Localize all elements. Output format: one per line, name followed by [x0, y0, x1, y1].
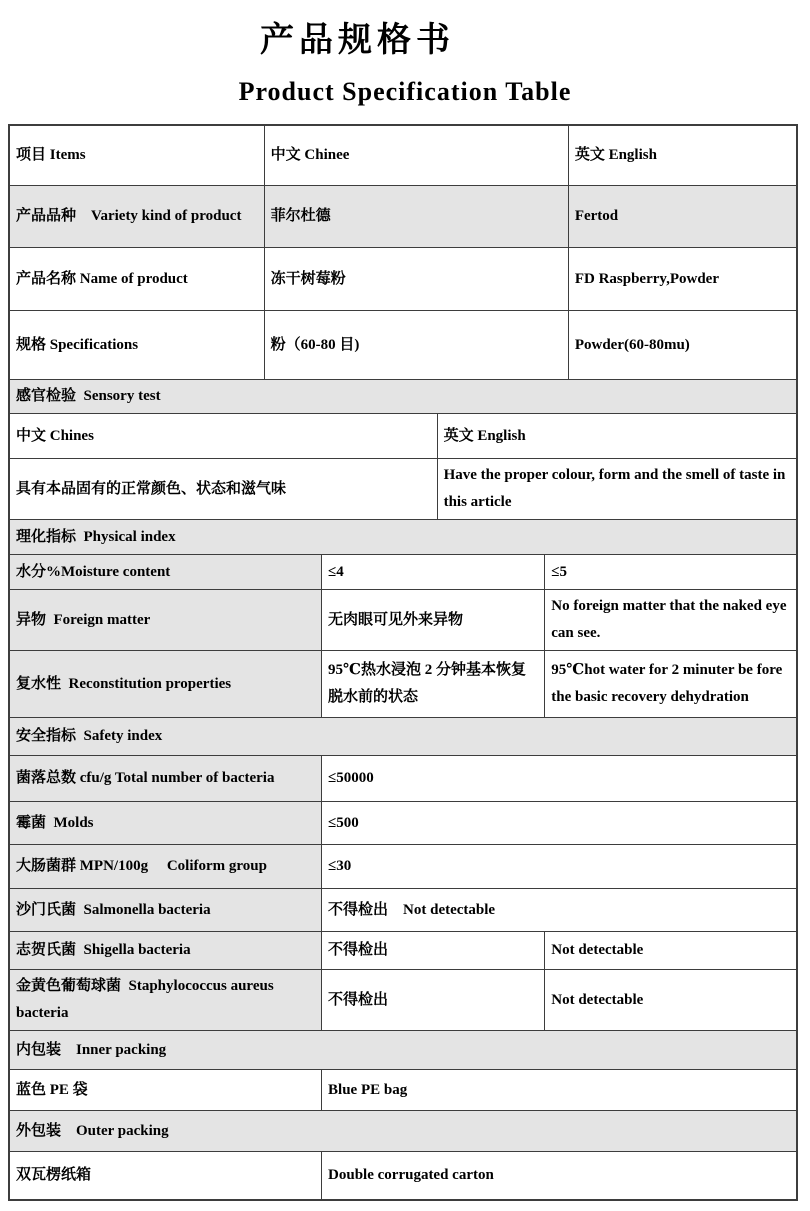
- coliform-label: 大肠菌群 MPN/100g Coliform group: [10, 845, 322, 888]
- total-bacteria-label: 菌落总数 cfu/g Total number of bacteria: [10, 756, 322, 801]
- shigella-label: 志贺氏菌 Shigella bacteria: [10, 932, 322, 969]
- inner-packing-en-value: Blue PE bag: [328, 1081, 408, 1098]
- shigella-en-value: Not detectable: [551, 942, 644, 958]
- outer-packing-cn-value: 双瓦楞纸箱: [10, 1152, 322, 1199]
- staphylococcus-label: 金黄色葡萄球菌 Staphylococcus aureus bacteria: [10, 970, 322, 1030]
- variety-en-value: Fertod: [569, 186, 796, 247]
- inner-packing-section-header: 内包装 Inner packing: [10, 1031, 796, 1069]
- specifications-label: 规格 Specifications: [10, 311, 265, 379]
- shigella-cn-value: 不得检出: [322, 932, 545, 969]
- variety-cn-value: 菲尔杜德: [265, 186, 569, 247]
- reconstitution-label: 复水性 Reconstitution properties: [10, 651, 322, 717]
- row-section-outer-packing: [10, 1111, 796, 1152]
- row-molds: [10, 802, 796, 845]
- safety-section-header: 安全指标 Safety index: [10, 718, 796, 755]
- row-product-name: [10, 248, 796, 311]
- sensory-english-header: 英文 English: [443, 427, 526, 444]
- items-header-label: 项目 Items: [10, 126, 265, 185]
- row-section-physical: [10, 520, 796, 555]
- row-sensory-lang-header: [10, 414, 796, 459]
- inner-packing-cn-value: 蓝色 PE 袋: [10, 1070, 322, 1110]
- chinese-column-header: 中文 Chinee: [265, 126, 569, 185]
- salmonella-label: 沙门氏菌 Salmonella bacteria: [10, 889, 322, 931]
- row-section-sensory: [10, 380, 796, 414]
- product-name-cn-value: 冻干树莓粉: [265, 248, 569, 310]
- row-section-safety: [10, 718, 796, 756]
- row-total-bacteria: [10, 756, 796, 802]
- foreign-matter-cn-value: 无肉眼可见外来异物: [322, 590, 545, 650]
- foreign-matter-label: 异物 Foreign matter: [10, 590, 322, 650]
- foreign-matter-en-value: No foreign matter that the naked eye can see.: [551, 598, 791, 641]
- row-staphylococcus: [10, 970, 796, 1031]
- molds-label: 霉菌 Molds: [10, 802, 322, 844]
- row-inner-packing-value: [10, 1070, 796, 1111]
- row-salmonella: [10, 889, 796, 932]
- staphylococcus-en-value: Not detectable: [551, 991, 644, 1008]
- moisture-en-value: ≤5: [551, 563, 567, 580]
- reconstitution-en-value: 95℃hot water for 2 minuter be fore the basic recovery dehydration: [551, 662, 786, 705]
- row-shigella: [10, 932, 796, 970]
- row-moisture: [10, 555, 796, 590]
- outer-packing-en-value: Double corrugated carton: [328, 1167, 494, 1183]
- row-items-header: [10, 126, 796, 186]
- physical-section-header: 理化指标 Physical index: [10, 520, 796, 554]
- product-name-en-value: FD Raspberry,Powder: [574, 270, 719, 287]
- moisture-cn-value: ≤4: [322, 555, 545, 589]
- row-foreign-matter: [10, 590, 796, 651]
- row-coliform: [10, 845, 796, 889]
- page-title-english: Product Specification Table: [238, 77, 572, 106]
- english-column-header: 英文 English: [574, 147, 657, 163]
- row-reconstitution: [10, 651, 796, 718]
- row-product-variety: [10, 186, 796, 248]
- outer-packing-section-header: 外包装 Outer packing: [10, 1111, 796, 1151]
- product-name-label: 产品名称 Name of product: [10, 248, 265, 310]
- molds-value: ≤500: [328, 814, 359, 831]
- row-outer-packing-value: [10, 1152, 796, 1199]
- sensory-chinese-header: 中文 Chines: [10, 414, 438, 458]
- row-section-inner-packing: [10, 1031, 796, 1070]
- product-spec-table: [8, 124, 798, 1201]
- page-title-chinese: 产品规格书: [260, 20, 455, 60]
- sensory-result-en: Have the proper colour, form and the smell of taste in this article: [443, 467, 790, 510]
- reconstitution-cn-value: 95℃热水浸泡 2 分钟基本恢复脱水前的状态: [322, 651, 545, 717]
- coliform-value: ≤30: [328, 858, 352, 874]
- sensory-section-header: 感官检验 Sensory test: [10, 380, 796, 413]
- specifications-cn-value: 粉（60-80 目): [265, 311, 569, 379]
- variety-label: 产品品种 Variety kind of product: [10, 186, 265, 247]
- specifications-en-value: Powder(60-80mu): [574, 336, 690, 353]
- staphylococcus-cn-value: 不得检出: [322, 970, 545, 1030]
- total-bacteria-value: ≤50000: [328, 770, 374, 786]
- moisture-label: 水分%Moisture content: [10, 555, 322, 589]
- row-sensory-result: [10, 459, 796, 520]
- sensory-result-cn: 具有本品固有的正常颜色、状态和滋气味: [10, 459, 438, 519]
- salmonella-value: 不得检出 Not detectable: [328, 901, 496, 918]
- row-specifications: [10, 311, 796, 380]
